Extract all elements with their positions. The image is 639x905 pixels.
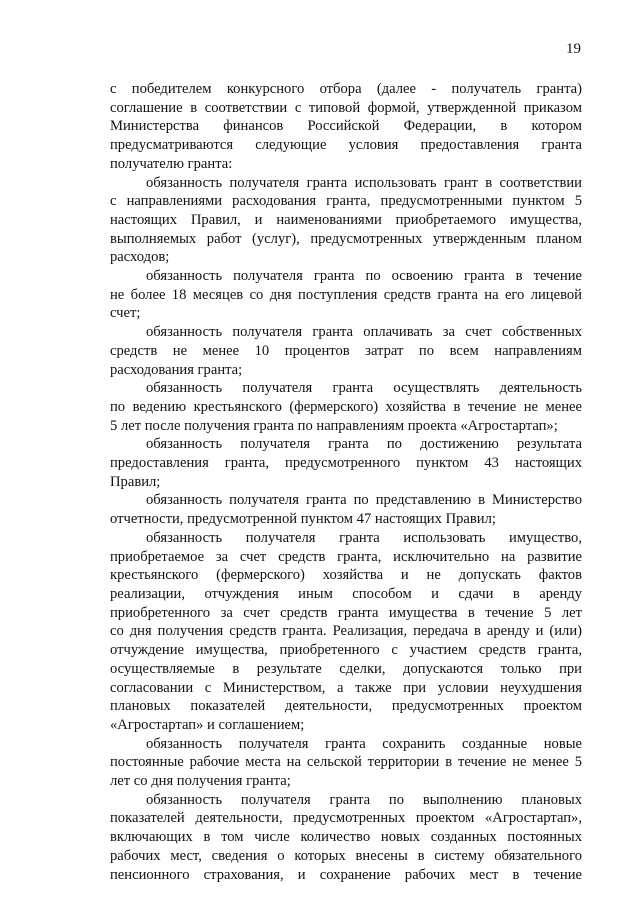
text-line: приобретенного за счет средств гранта имущества в течение 5 лет xyxy=(110,604,582,621)
text-line: «Агростартап» и соглашением; xyxy=(110,716,305,733)
paragraph xyxy=(110,174,582,268)
text-line: обязанность получателя гранта по достижению результата xyxy=(146,436,582,453)
paragraph xyxy=(110,791,582,885)
text-line: настоящих Правил, и наименованиями приобретаемого имущества, xyxy=(110,211,582,228)
text-line: отчетности, предусмотренной пунктом 47 настоящих Правил; xyxy=(110,511,496,528)
paragraph xyxy=(110,435,582,491)
text-line: предоставления гранта, предусмотренного пунктом 43 настоящих xyxy=(110,455,582,472)
text-line: рабочих мест, сведения о которых внесены в систему обязательного xyxy=(110,847,582,864)
text-line: отчуждение имущества, приобретенного с участием средств гранта, xyxy=(110,642,582,659)
text-line: обязанность получателя гранта оплачивать за счет собственных xyxy=(146,324,582,341)
text-line: пенсионного страхования, и сохранение рабочих мест в течение xyxy=(110,866,582,883)
text-line: обязанность получателя гранта по освоению гранта в течение xyxy=(146,268,582,285)
text-line: предусматриваются следующие условия предоставления гранта xyxy=(110,137,582,154)
text-line: включающих в том числе количество новых созданных постоянных xyxy=(110,829,582,846)
text-line: обязанность получателя гранта использовать грант в соответствии xyxy=(146,174,582,191)
paragraph xyxy=(110,80,582,174)
text-line: расходов; xyxy=(110,249,170,266)
text-line: счет; xyxy=(110,305,141,322)
text-line: реализации, отчуждения иным способом и сдачи в аренду xyxy=(110,585,582,602)
page-number: 19 xyxy=(566,41,581,57)
text-line: 5 лет после получения гранта по направлениям проекта «Агростартап»; xyxy=(110,417,558,434)
paragraph xyxy=(110,529,582,735)
text-line: согласовании с Министерством, а также при условии неухудшения xyxy=(110,679,582,696)
text-line: показателей деятельности, предусмотренных проектом «Агростартап», xyxy=(110,810,582,827)
text-line: средств не менее 10 процентов затрат по всем направлениям xyxy=(110,342,582,359)
paragraph xyxy=(110,267,582,323)
document-body xyxy=(110,80,582,884)
text-line: выполняемых работ (услуг), предусмотренных утвержденным планом xyxy=(110,230,582,247)
text-line: приобретаемое за счет средств гранта, исключительно на развитие xyxy=(110,548,582,565)
text-line: получателю гранта: xyxy=(110,155,233,172)
text-line: по ведению крестьянского (фермерского) хозяйства в течение не менее xyxy=(110,398,582,415)
text-line: Правил; xyxy=(110,473,161,490)
paragraph xyxy=(110,323,582,379)
text-line: обязанность получателя гранта сохранить созданные новые xyxy=(146,735,582,752)
text-line: Министерства финансов Российской Федерации, в котором xyxy=(110,118,582,135)
paragraph xyxy=(110,491,582,528)
text-line: с победителем конкурсного отбора (далее - получатель гранта) xyxy=(110,81,582,97)
text-line: с направлениями расходования гранта, предусмотренными пунктом 5 xyxy=(110,193,582,210)
text-line: лет со дня получения гранта; xyxy=(110,773,291,790)
text-line: со дня получения средств гранта. Реализация, передача в аренду и (или) xyxy=(110,623,582,640)
text-line: не более 18 месяцев со дня поступления средств гранта на его лицевой xyxy=(110,286,582,303)
paragraph xyxy=(110,379,582,435)
text-line: обязанность получателя гранта использовать имущество, xyxy=(146,529,582,546)
text-line: постоянные рабочие места на сельской территории в течение не менее 5 xyxy=(110,754,582,771)
text-line: осуществляемые в результате сделки, допускаются только при xyxy=(110,660,582,677)
text-line: плановых показателей деятельности, предусмотренных проектом xyxy=(110,698,582,715)
text-line: расходования гранта; xyxy=(110,361,243,378)
text-line: обязанность получателя гранта по представлению в Министерство xyxy=(146,492,582,509)
text-line: обязанность получателя гранта осуществлять деятельность xyxy=(146,380,582,397)
text-line: крестьянского (фермерского) хозяйства и не допускать фактов xyxy=(110,567,582,584)
text-line: соглашение в соответствии с типовой формой, утвержденной приказом xyxy=(110,99,582,116)
paragraph xyxy=(110,735,582,791)
text-line: обязанность получателя гранта по выполнению плановых xyxy=(146,791,582,808)
